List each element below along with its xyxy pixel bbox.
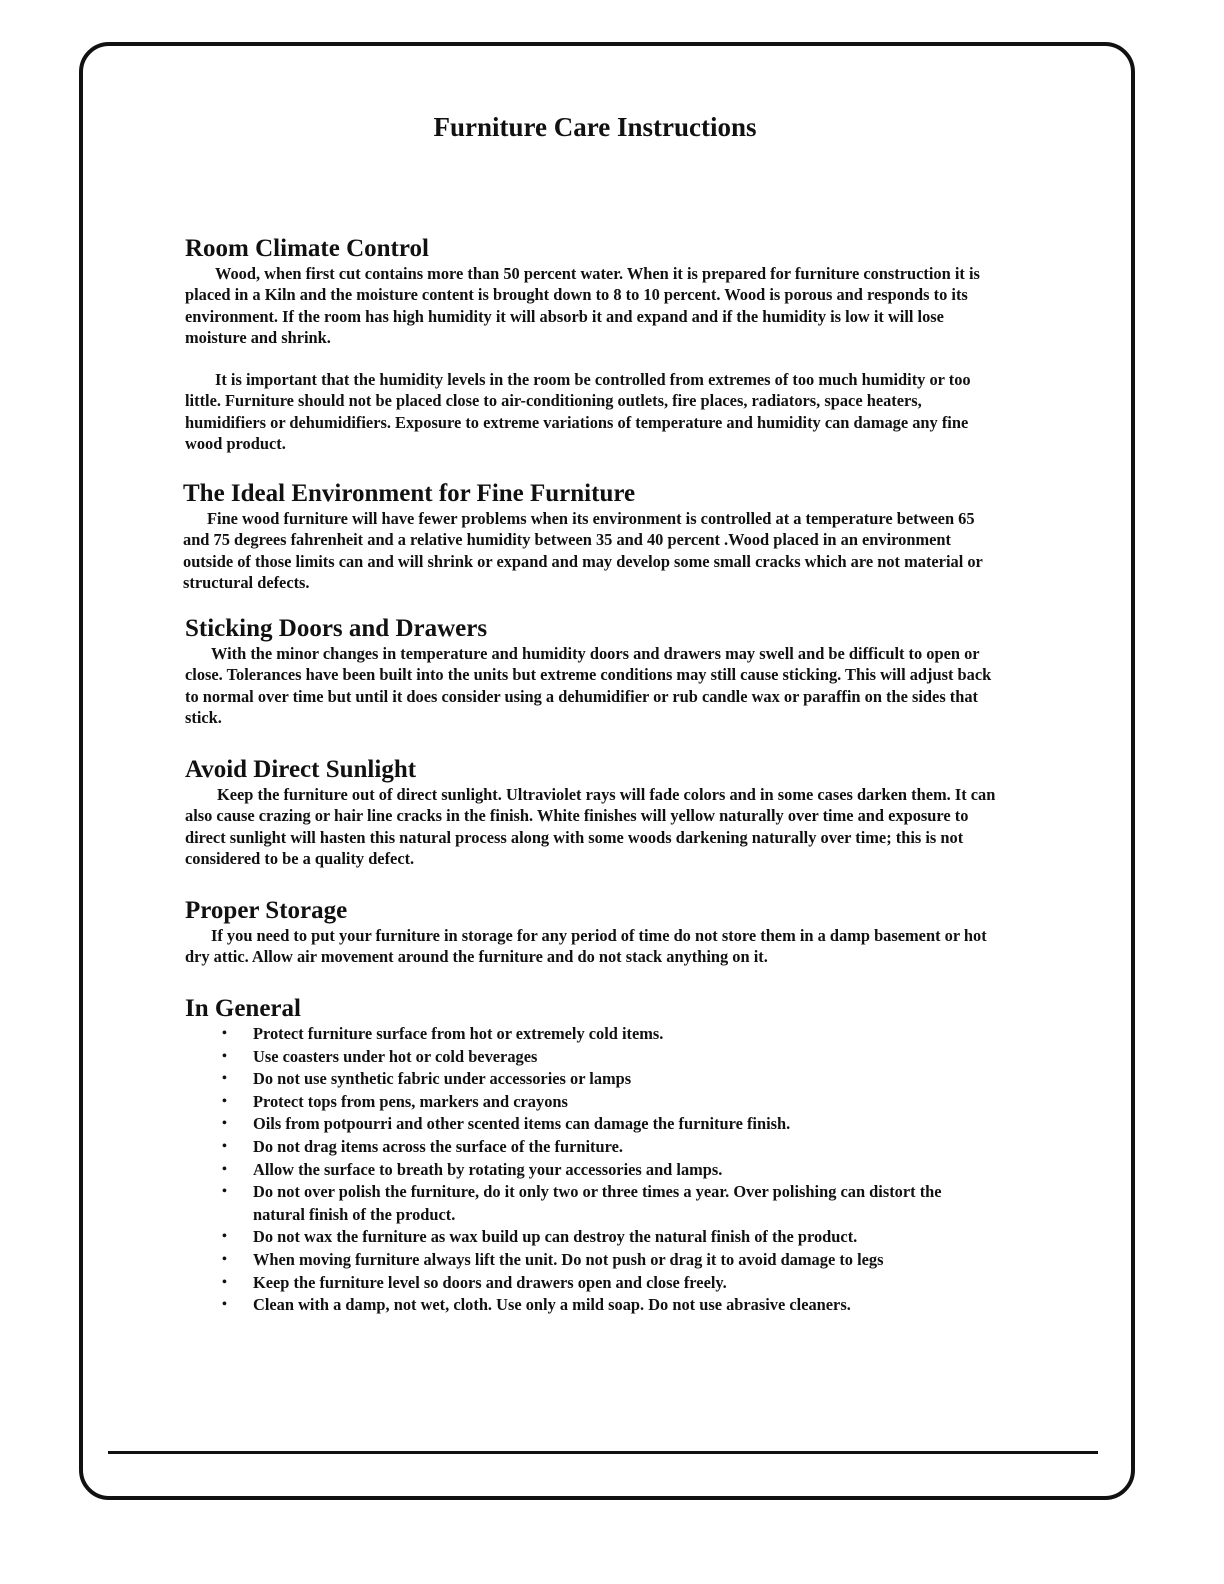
section-in-general bbox=[185, 994, 985, 1317]
bullet-icon: • bbox=[222, 1297, 227, 1313]
bullet-icon: • bbox=[222, 1161, 227, 1177]
list-item: • Use coasters under hot or cold beverages bbox=[185, 1046, 985, 1069]
bullet-icon: • bbox=[222, 1138, 227, 1154]
list-item: • Oils from potpourri and other scented items can damage the furniture finish. bbox=[185, 1113, 985, 1136]
list-item: • Allow the surface to breath by rotating your accessories and lamps. bbox=[185, 1159, 985, 1182]
section-ideal-environment bbox=[183, 479, 1005, 593]
section-paragraph: Keep the furniture out of direct sunlight. Ultraviolet rays will fade colors and in some cases darken them. It can also cause crazing or hair line cracks in the finish. White finishes will yellow naturally over time and exposure to direct sunlight will hasten this natural process along with some woods darkening naturally over time; this is not considered to be a quality defect. bbox=[185, 785, 996, 868]
list-item: • Do not drag items across the surface of the furniture. bbox=[185, 1136, 985, 1159]
section-paragraph: With the minor changes in temperature and humidity doors and drawers may swell and be difficult to open or close. Tolerances have been built into the units but extreme conditions may still cause sticking. This will adjust back to normal over time but until it does consider using a dehumidifier or rub candle wax or paraffin on the sides that stick. bbox=[185, 644, 992, 727]
section-paragraph: It is important that the humidity levels in the room be controlled from extremes of too much humidity or too little. Furniture should not be placed close to air-conditioning outlets, fire places, radiators, space heaters, humidifiers or dehumidifiers. Exposure to extreme variations of temperature and humidity can damage any fine wood product. bbox=[185, 370, 971, 454]
section-heading: Room Climate Control bbox=[185, 235, 429, 262]
bullet-icon: • bbox=[222, 1093, 227, 1109]
bullet-icon: • bbox=[222, 1116, 227, 1132]
bullet-icon: • bbox=[222, 1251, 227, 1267]
bullet-icon: • bbox=[222, 1048, 227, 1064]
bottom-divider bbox=[108, 1451, 1098, 1454]
list-item: • Protect tops from pens, markers and crayons bbox=[185, 1091, 985, 1114]
bullet-icon: • bbox=[222, 1071, 227, 1087]
section-heading: Proper Storage bbox=[185, 897, 348, 924]
section-paragraph: If you need to put your furniture in storage for any period of time do not store them in a damp basement or hot dry attic. Allow air movement around the furniture and do not stack anything on it. bbox=[185, 926, 987, 967]
list-item: • Keep the furniture level so doors and drawers open and close freely. bbox=[185, 1272, 985, 1295]
list-item: • Protect furniture surface from hot or extremely cold items. bbox=[185, 1023, 985, 1046]
section-proper-storage bbox=[185, 896, 995, 968]
section-sticking-doors-drawers bbox=[185, 614, 1005, 728]
bullet-icon: • bbox=[222, 1026, 227, 1041]
list-item: • Do not use synthetic fabric under accessories or lamps bbox=[185, 1068, 985, 1091]
list-item: • When moving furniture always lift the unit. Do not push or drag it to avoid damage to legs bbox=[185, 1249, 985, 1272]
section-paragraph: Wood, when first cut contains more than 50 percent water. When it is prepared for furniture construction it is placed in a Kiln and the moisture content is brought down to 8 to 10 percent. Wood is porous and responds to its environment. If the room has high humidity it will absorb it and expand and if the humidity is low it will lose moisture and shrink. bbox=[185, 264, 980, 347]
section-paragraph: Fine wood furniture will have fewer problems when its environment is controlled at a temperature between 65 and 75 degrees fahrenheit and a relative humidity between 35 and 40 percent .Wood placed in an environment outside of those limits can and will shrink or expand and may develop some small cracks which are not material or structural defects. bbox=[183, 509, 983, 592]
section-room-climate-control bbox=[185, 234, 1005, 454]
section-heading: Avoid Direct Sunlight bbox=[185, 756, 417, 783]
section-heading: In General bbox=[185, 995, 301, 1022]
section-heading: Sticking Doors and Drawers bbox=[185, 615, 488, 642]
list-item: • Do not wax the furniture as wax build up can destroy the natural finish of the product. bbox=[185, 1226, 985, 1249]
list-item: • Do not over polish the furniture, do it only two or three times a year. Over polishing can distort the natural finish of the product. bbox=[222, 1182, 942, 1224]
bullet-icon: • bbox=[222, 1229, 227, 1245]
general-tips-list bbox=[185, 1023, 985, 1317]
list-item: • Clean with a damp, not wet, cloth. Use only a mild soap. Do not use abrasive cleaners. bbox=[185, 1294, 985, 1317]
page-title: Furniture Care Instructions bbox=[433, 112, 757, 142]
bullet-icon: • bbox=[222, 1274, 227, 1290]
bullet-icon: • bbox=[222, 1184, 227, 1200]
section-heading: The Ideal Environment for Fine Furniture bbox=[183, 480, 636, 507]
section-avoid-direct-sunlight bbox=[185, 755, 1005, 869]
